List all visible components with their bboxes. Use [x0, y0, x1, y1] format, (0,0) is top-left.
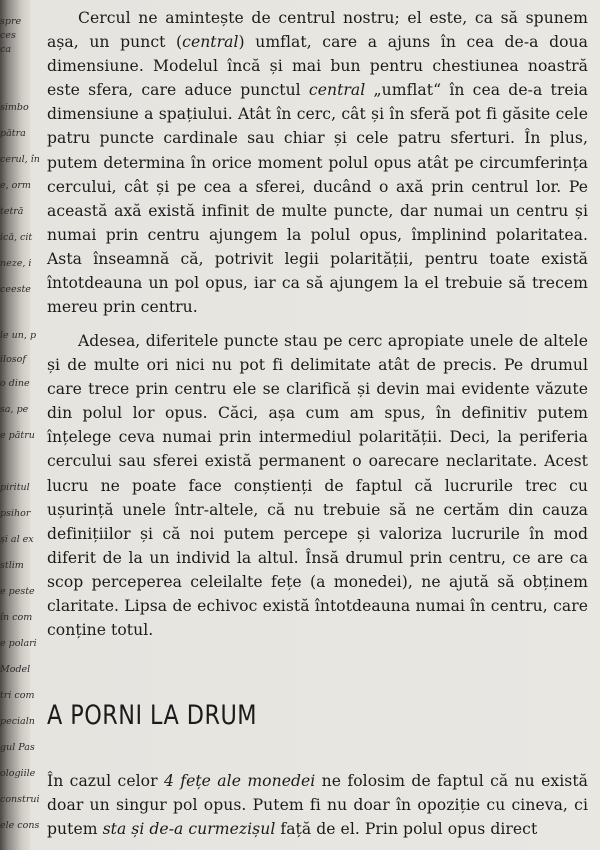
margin-text-fragment: sa, pe: [0, 404, 29, 415]
margin-text-fragment: și al ex: [0, 534, 34, 545]
margin-text-fragment: ologiile: [0, 768, 36, 779]
margin-text-fragment: Model: [0, 664, 31, 675]
margin-text-fragment: ele cons: [0, 820, 40, 831]
margin-text-fragment: e polari: [0, 638, 37, 649]
margin-text-fragment: stlim: [0, 560, 24, 571]
margin-text-fragment: construi: [0, 794, 40, 805]
margin-text-fragment: e pătru: [0, 430, 35, 441]
margin-text-fragment: ca: [0, 44, 11, 55]
margin-text-fragment: e peste: [0, 586, 35, 597]
margin-text-fragment: tetră: [0, 206, 24, 217]
margin-text-fragment: ceeste: [0, 284, 31, 295]
margin-text-fragment: ces: [0, 30, 16, 41]
margin-text-fragment: gul Pas: [0, 742, 35, 753]
margin-text-fragment: pătra: [0, 128, 26, 139]
margin-text-fragment: le un, p: [0, 330, 37, 341]
section-heading: A PORNI LA DRUM: [47, 700, 258, 731]
margin-text-fragment: în com: [0, 612, 33, 623]
paragraph-3: În cazul celor 4 fețe ale monedei ne folosim de faptul că nu există doar un singur pol opus. Putem fi nu doar în opoziție cu cineva, ci putem sta și de-a curmezișul față de el. Prin polul opus direct: [47, 772, 588, 839]
margin-text-fragment: ilosof: [0, 354, 26, 365]
margin-text-fragment: e, orm: [0, 180, 31, 191]
margin-text-fragment: pecialn: [0, 716, 35, 727]
margin-text-fragment: cerul, în: [0, 154, 40, 165]
margin-text-fragment: neze, i: [0, 258, 32, 269]
margin-text-fragment: psihor: [0, 508, 31, 519]
margin-text-fragment: piritul: [0, 482, 30, 493]
margin-text-fragment: simbo: [0, 102, 29, 113]
previous-page-margin: [0, 0, 40, 850]
margin-text-fragment: o dine: [0, 378, 30, 389]
margin-text-fragment: spre: [0, 16, 22, 27]
paragraph-1: Cercul ne amintește de centrul nostru; el este, ca să spunem așa, un punct (central) umflat, care a ajuns în cea de-a doua dimensiune. Modelul încă și mai bun pentru chestiunea noastră este sfera, care aduce punctul central „umflat“ în cea de-a treia dimensiune a spațiului. Atât în cerc, cât și în sferă pot fi găsite cele patru puncte cardinale sau chiar și cele patru sferturi. În plus, putem determina în orice moment polul opus atât pe circumferința cercului, cât și pe cea a sferei, ducând o axă prin centrul lor. Pe această axă există infinit de multe puncte, dar numai un centru și numai prin centru ajungem la polul opus, împlinind polaritatea. Asta înseamnă că, potrivit legii polarității, pentru toate există întotdeauna un pol opus, iar ca să ajungem la el trebuie să trecem mereu prin centru.: [47, 9, 588, 317]
margin-text-fragment: ică, cit: [0, 232, 33, 243]
margin-text-fragment: tri com: [0, 690, 35, 701]
paragraph-2: Adesea, diferitele puncte stau pe cerc apropiate unele de altele și de multe ori nici nu pot fi delimitate atât de precis. Pe drumul care trece prin centru ele se clarifică și devin mai evidente văzute din polul lor opus. Căci, așa cum am spus, în definitiv putem înțelege ceva numai prin intermediul polarității. Deci, la periferia cercului sau sferei există permanent o oarecare neclaritate. Acest lucru ne poate face conștienți de faptul că lucrurile trec cu ușurință unele într-altele, că nu trebuie să ne certăm din cauza definițiilor și că noi putem percepe și valoriza lucrurile în mod diferit de la un individ la altul. Însă drumul prin centru, ce are ca scop perceperea celeilalte fețe (a monedei), ne ajută să obținem claritate. Lipsa de echivoc există întotdeauna numai în centru, care conține totul.: [47, 332, 588, 640]
